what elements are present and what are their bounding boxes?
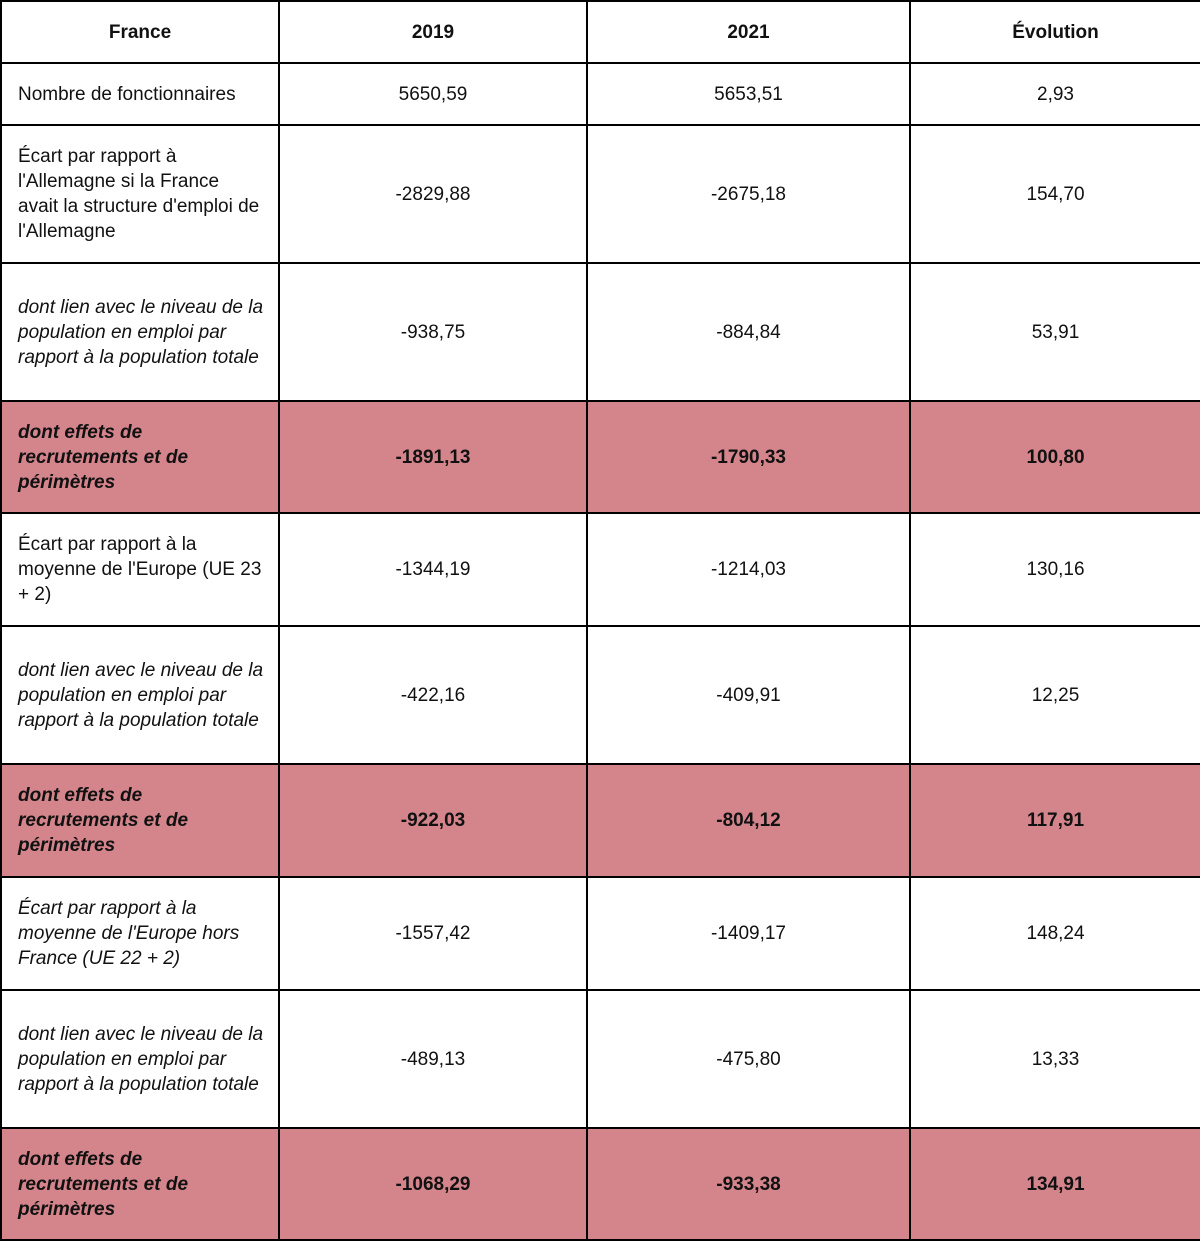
highlighted-row <box>1 1128 1200 1240</box>
table-row <box>1 626 1200 764</box>
row-label: dont effets de recrutements et de périmètres <box>1 1128 279 1240</box>
value-2021: -475,80 <box>587 990 910 1128</box>
value-evolution: 53,91 <box>910 263 1200 401</box>
row-label: dont lien avec le niveau de la population en emploi par rapport à la population totale <box>1 263 279 401</box>
value-2019: -2829,88 <box>279 125 587 263</box>
row-label: Nombre de fonctionnaires <box>1 63 279 125</box>
row-label: dont effets de recrutements et de périmètres <box>1 401 279 513</box>
value-2021: -1409,17 <box>587 877 910 990</box>
value-2019: -922,03 <box>279 764 587 877</box>
value-evolution: 117,91 <box>910 764 1200 877</box>
value-evolution: 134,91 <box>910 1128 1200 1240</box>
table-row <box>1 990 1200 1128</box>
table-row <box>1 513 1200 626</box>
header-2019: 2019 <box>279 1 587 63</box>
table-row <box>1 125 1200 263</box>
row-label: Écart par rapport à la moyenne de l'Europe hors France (UE 22 + 2) <box>1 877 279 990</box>
value-2021: -884,84 <box>587 263 910 401</box>
row-label: Écart par rapport à l'Allemagne si la France avait la structure d'emploi de l'Allemagne <box>1 125 279 263</box>
value-evolution: 130,16 <box>910 513 1200 626</box>
highlighted-row <box>1 764 1200 877</box>
value-2021: -804,12 <box>587 764 910 877</box>
table-row <box>1 877 1200 990</box>
value-2021: -409,91 <box>587 626 910 764</box>
table-row <box>1 63 1200 125</box>
value-evolution: 2,93 <box>910 63 1200 125</box>
value-evolution: 154,70 <box>910 125 1200 263</box>
row-label: Écart par rapport à la moyenne de l'Europe (UE 23 + 2) <box>1 513 279 626</box>
value-2021: -1790,33 <box>587 401 910 513</box>
header-2021: 2021 <box>587 1 910 63</box>
header-row <box>1 1 1200 63</box>
value-evolution: 13,33 <box>910 990 1200 1128</box>
row-label: dont lien avec le niveau de la population en emploi par rapport à la population totale <box>1 990 279 1128</box>
value-2019: 5650,59 <box>279 63 587 125</box>
header-country: France <box>1 1 279 63</box>
value-evolution: 12,25 <box>910 626 1200 764</box>
value-2019: -1068,29 <box>279 1128 587 1240</box>
row-label: dont effets de recrutements et de périmètres <box>1 764 279 877</box>
highlighted-row <box>1 401 1200 513</box>
value-2021: -933,38 <box>587 1128 910 1240</box>
value-2019: -1891,13 <box>279 401 587 513</box>
value-2019: -489,13 <box>279 990 587 1128</box>
value-2019: -1344,19 <box>279 513 587 626</box>
value-evolution: 100,80 <box>910 401 1200 513</box>
value-evolution: 148,24 <box>910 877 1200 990</box>
table-row <box>1 263 1200 401</box>
value-2019: -938,75 <box>279 263 587 401</box>
value-2021: -2675,18 <box>587 125 910 263</box>
value-2019: -1557,42 <box>279 877 587 990</box>
value-2021: -1214,03 <box>587 513 910 626</box>
row-label: dont lien avec le niveau de la population en emploi par rapport à la population totale <box>1 626 279 764</box>
value-2019: -422,16 <box>279 626 587 764</box>
header-evolution: Évolution <box>910 1 1200 63</box>
value-2021: 5653,51 <box>587 63 910 125</box>
